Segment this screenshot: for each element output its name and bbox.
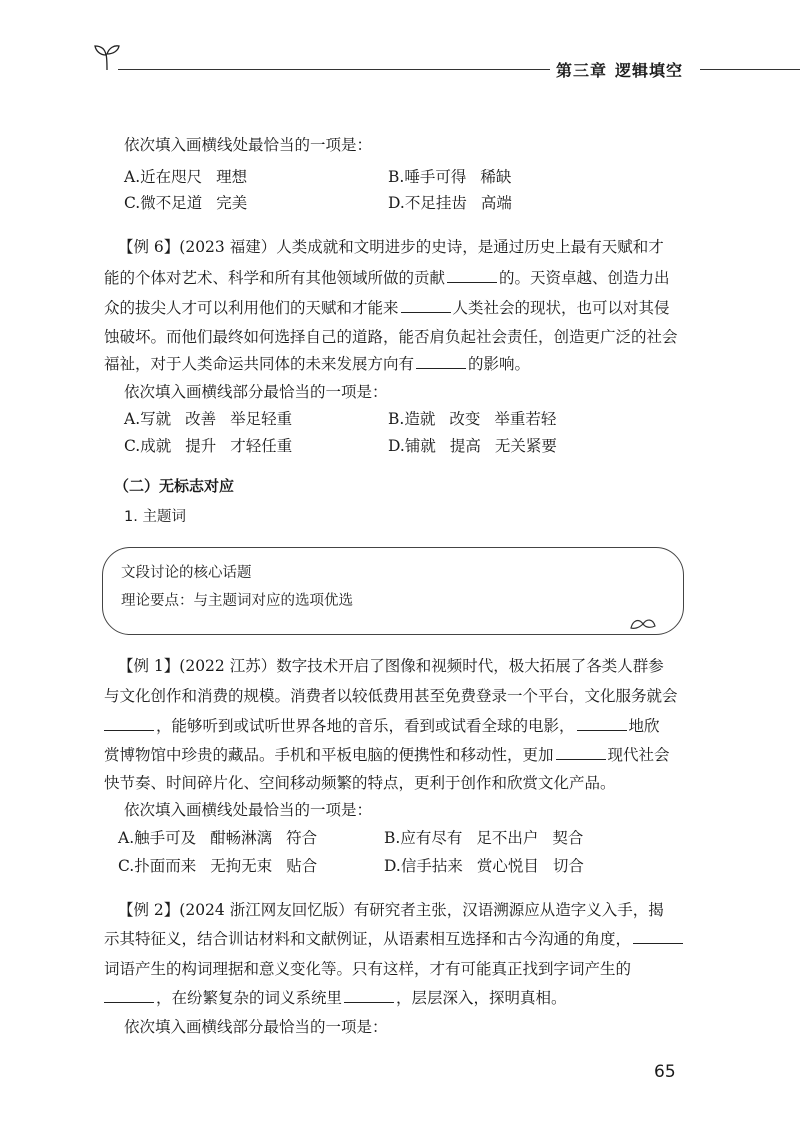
answer-blank	[633, 929, 683, 944]
question-prompt: 依次填入画横线处最恰当的一项是：	[124, 801, 373, 819]
option-c: C.扑面而来 无拘无束 贴合	[118, 857, 318, 875]
answer-blank	[104, 716, 154, 731]
header-rule	[118, 69, 550, 70]
answer-blank	[401, 298, 451, 313]
example-1-line: 快节奏、时间碎片化、空间移动频繁的特点，更利于创作和欣赏文化产品。	[104, 774, 616, 792]
example-6-line: 蚀破坏。而他们最终如何选择自己的道路，能否肩负起社会责任，创造更广泛的社会	[104, 328, 678, 346]
example-1-line: 与文化创作和消费的规模。消费者以较低费用甚至免费登录一个平台，文化服务就会	[104, 687, 678, 705]
sprout-icon	[92, 42, 122, 72]
option-a: A.写就 改善 举足轻重	[124, 410, 293, 428]
chapter-heading	[556, 58, 683, 81]
leaf-ornament-icon	[629, 616, 657, 630]
example-2-line: 词语产生的构词理据和意义变化等。只有这样，才有可能真正找到字词产生的	[104, 960, 632, 978]
tip-box	[102, 547, 684, 635]
option-d: D.信手拈来 赏心悦目 切合	[384, 857, 584, 875]
answer-blank	[104, 988, 154, 1003]
chapter-number: 第三章	[556, 61, 608, 80]
example-2-line: 【例 2】(2024 浙江网友回忆版）有研究者主张，汉语溯源应从造字义入手，揭	[118, 901, 664, 919]
option-d: D.铺就 提高 无关紧要	[388, 437, 557, 455]
answer-blank	[447, 268, 497, 283]
option-b: B.应有尽有 足不出户 契合	[384, 829, 584, 847]
example-6-line: 【例 6】(2023 福建）人类成就和文明进步的史诗，是通过历史上最有天赋和才	[118, 238, 664, 256]
option-b: B.唾手可得 稀缺	[388, 168, 512, 186]
example-2-line: 示其特征义，结合训诂材料和文献例证，从语素相互选择和古今沟通的角度，	[104, 929, 685, 949]
example-6-line: 福祉，对于人类命运共同体的未来发展方向有 的影响。	[104, 355, 531, 373]
tip-box-heading: 文段讨论的核心话题	[121, 565, 252, 581]
option-a: A.触手可及 酣畅淋漓 符合	[118, 829, 318, 847]
question-prompt: 依次填入画横线部分最恰当的一项是：	[124, 383, 388, 401]
section-title: （二）无标志对应	[114, 477, 235, 495]
example-6-line: 众的拔尖人才可以利用他们的天赋和才能来 人类社会的现状，也可以对其侵	[104, 299, 670, 317]
tip-box-text: 理论要点：与主题词对应的选项优选	[121, 593, 353, 609]
example-1-line: 赏博物馆中珍贵的藏品。手机和平板电脑的便携性和移动性，更加 现代社会	[104, 746, 670, 764]
answer-blank	[344, 988, 394, 1003]
subsection-title: 1. 主题词	[124, 509, 186, 525]
question-prompt: 依次填入画横线处最恰当的一项是：	[124, 136, 373, 154]
answer-blank	[416, 354, 466, 369]
option-a: A.近在咫尺 理想	[124, 168, 248, 186]
option-c: C.成就 提升 才轻任重	[124, 437, 293, 455]
option-c: C.微不足道 完美	[124, 194, 248, 212]
chapter-title: 逻辑填空	[615, 61, 684, 80]
example-1-line: ，能够听到或试听世界各地的音乐，看到或试看全球的电影， 地欣	[104, 716, 660, 736]
header-rule	[700, 69, 800, 70]
answer-blank	[577, 716, 627, 731]
page-header	[0, 36, 800, 86]
example-6-line: 能的个体对艺术、科学和所有其他领域所做的贡献 的。天资卓越、创造力出	[104, 269, 670, 287]
question-prompt: 依次填入画横线部分最恰当的一项是：	[124, 1018, 388, 1036]
page-number: 65	[654, 1062, 676, 1082]
option-d: D.不足挂齿 高端	[388, 194, 512, 212]
example-1-line: 【例 1】(2022 江苏）数字技术开启了图像和视频时代，极大拓展了各类人群参	[118, 657, 664, 675]
example-2-line: ，在纷繁复杂的词义系统里 ，层层深入，探明真相。	[104, 988, 567, 1008]
option-b: B.造就 改变 举重若轻	[388, 410, 557, 428]
answer-blank	[556, 745, 606, 760]
